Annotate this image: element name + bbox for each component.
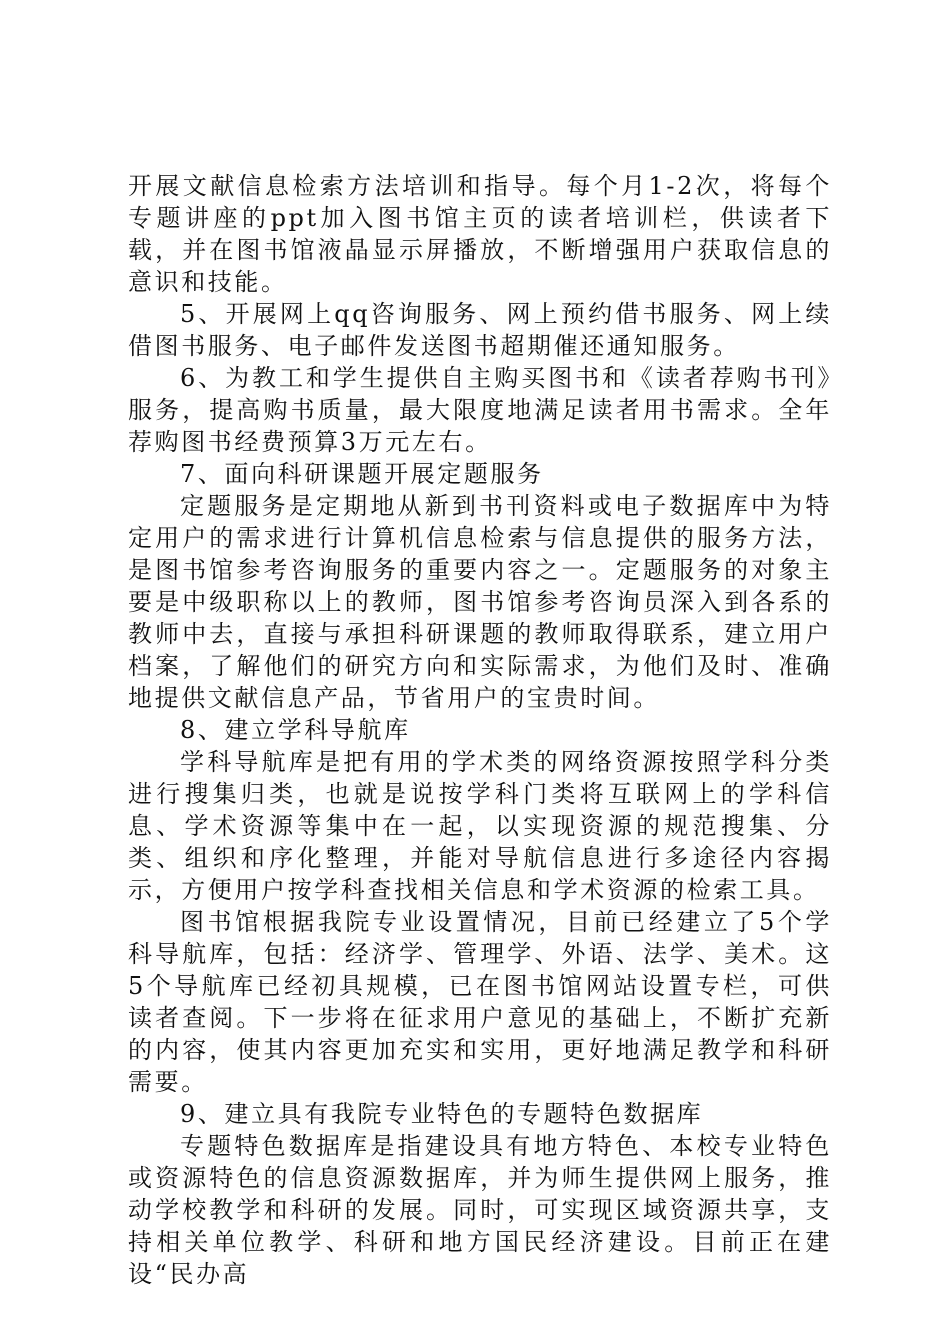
heading-item-7-topic-service: 7、面向科研课题开展定题服务 <box>180 460 544 488</box>
heading-item-8-subject-navigation: 8、建立学科导航库 <box>180 716 411 744</box>
paragraph-special-database: 专题特色数据库是指建设具有地方特色、本校专业特色或资源特色的信息资源数据库，并为师生提供网上服务，推动学校教学和科研的发展。同时，可实现区域资源共享，支持相关单位教学、科研和地方国民经济建设。目前正在建设“民办高 <box>128 1132 832 1288</box>
paragraph-training-continued: 开展文献信息检索方法培训和指导。每个月1-2次，将每个专题讲座的ppt加入图书馆主页的读者培训栏，供读者下载，并在图书馆液晶显示屏播放，不断增强用户获取信息的意识和技能。 <box>128 172 832 296</box>
paragraph-subject-navigation-status: 图书馆根据我院专业设置情况，目前已经建立了5个学科导航库，包括：经济学、管理学、外语、法学、美术。这5个导航库已经初具规模，已在图书馆网站设置专栏，可供读者查阅。下一步将在征求用户意见的基础上，不断扩充新的内容，使其内容更加充实和实用，更好地满足教学和科研需要。 <box>128 908 832 1096</box>
paragraph-item-6-book-purchase: 6、为教工和学生提供自主购买图书和《读者荐购书刊》服务，提高购书质量，最大限度地满足读者用书需求。全年荐购图书经费预算3万元左右。 <box>128 364 832 456</box>
document-body <box>128 170 832 1290</box>
paragraph-item-5-online-services: 5、开展网上qq咨询服务、网上预约借书服务、网上续借图书服务、电子邮件发送图书超期催还通知服务。 <box>128 300 832 360</box>
paragraph-subject-navigation-definition: 学科导航库是把有用的学术类的网络资源按照学科分类进行搜集归类，也就是说按学科门类将互联网上的学科信息、学术资源等集中在一起，以实现资源的规范搜集、分类、组织和序化整理，并能对导航信息进行多途径内容揭示，方便用户按学科查找相关信息和学术资源的检索工具。 <box>128 748 832 904</box>
paragraph-topic-service: 定题服务是定期地从新到书刊资料或电子数据库中为特定用户的需求进行计算机信息检索与信息提供的服务方法，是图书馆参考咨询服务的重要内容之一。定题服务的对象主要是中级职称以上的教师，图书馆参考咨询员深入到各系的教师中去，直接与承担科研课题的教师取得联系，建立用户档案，了解他们的研究方向和实际需求，为他们及时、准确地提供文献信息产品，节省用户的宝贵时间。 <box>128 492 832 712</box>
heading-item-9-special-database: 9、建立具有我院专业特色的专题特色数据库 <box>180 1100 704 1128</box>
